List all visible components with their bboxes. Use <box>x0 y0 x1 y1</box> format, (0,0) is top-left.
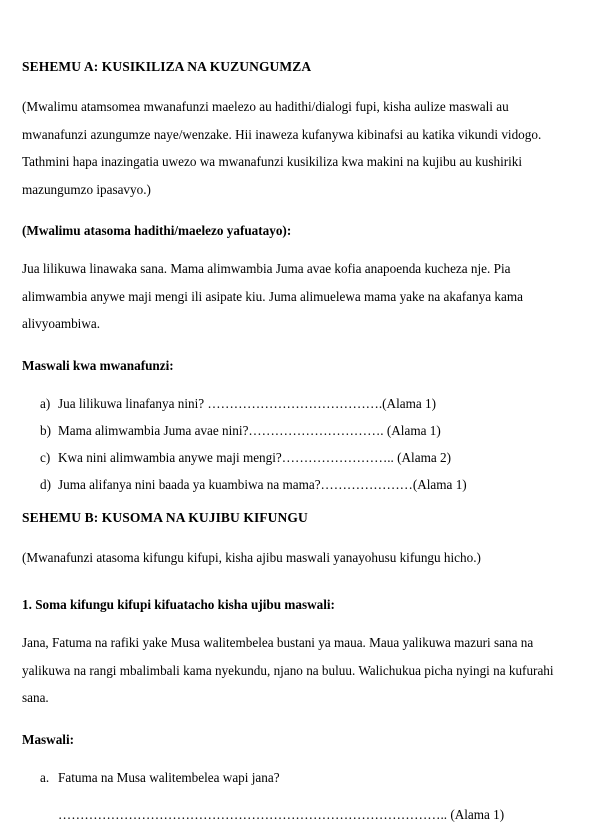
section-a-question-list <box>22 390 570 498</box>
section-b-question-list <box>22 764 570 791</box>
list-item <box>22 390 570 417</box>
list-item-marker: a. <box>40 769 50 785</box>
section-b-instructions: (Mwanafunzi atasoma kifungu kifupi, kisha ajibu maswali yanayohusu kifungu hicho.) <box>22 549 481 565</box>
list-item-text: Jua lilikuwa linafanya nini? ………………………………….(Alama 1) <box>58 395 436 411</box>
section-b-passage: Jana, Fatuma na rafiki yake Musa walitembelea bustani ya maua. Maua yalikuwa mazuri sana na yalikuwa na rangi mbalimbali kama nyekundu, njano na buluu. Walichukua picha nyingi na kufurahi sana. <box>22 635 554 705</box>
list-item-text: Kwa nini alimwambia anywe maji mengi?…………………….. (Alama 2) <box>58 449 451 465</box>
section-b-heading: SEHEMU B: KUSOMA NA KUJIBU KIFUNGU <box>22 509 308 525</box>
list-item-marker: c) <box>40 449 51 465</box>
section-a-heading: SEHEMU A: KUSIKILIZA NA KUZUNGUMZA <box>22 59 312 74</box>
list-item <box>22 764 570 791</box>
list-item-marker: d) <box>40 476 51 492</box>
read-aloud-heading: (Mwalimu atasoma hadithi/maelezo yafuatayo): <box>22 223 292 238</box>
list-item <box>22 444 570 471</box>
list-item <box>22 471 570 498</box>
spacer <box>22 585 570 595</box>
list-item-marker: b) <box>40 422 51 438</box>
list-item-text: Juma alifanya nini baada ya kuambiwa na mama?…………………(Alama 1) <box>58 476 467 492</box>
list-item <box>22 417 570 444</box>
section-a-passage: Jua lilikuwa linawaka sana. Mama alimwambia Juma avae kofia anapoenda kucheza nje. Pia alimwambia anywe maji mengi ili asipate kiu. Juma alimuelewa mama yake na akafanya kama alivyoambiwa. <box>22 261 523 331</box>
answer-line: …………………………………………………………………………….. (Alama 1) <box>58 806 505 822</box>
list-item-text: Fatuma na Musa walitembelea wapi jana? <box>58 769 280 785</box>
section-a-instructions: (Mwalimu atamsomea mwanafunzi maelezo au hadithi/dialogi fupi, kisha aulize maswali au mwanafunzi azungumze naye/wenzake. Hii inaweza kufanywa kibinafsi au katika vikundi vidogo. Tathmini hapa inazingatia uwezo wa mwanafunzi kusikiliza kwa makini na kujibu au kushiriki mazungumzo ipasavyo.) <box>22 99 542 197</box>
section-b-questions-heading: Maswali: <box>22 731 75 747</box>
section-a-questions-heading: Maswali kwa mwanafunzi: <box>22 357 174 373</box>
list-item-text: Mama alimwambia Juma avae nini?…………………………. (Alama 1) <box>58 422 441 438</box>
section-b-task-heading: 1. Soma kifungu kifupi kifuatacho kisha ujibu maswali: <box>22 597 335 612</box>
list-item-marker: a) <box>40 395 51 411</box>
